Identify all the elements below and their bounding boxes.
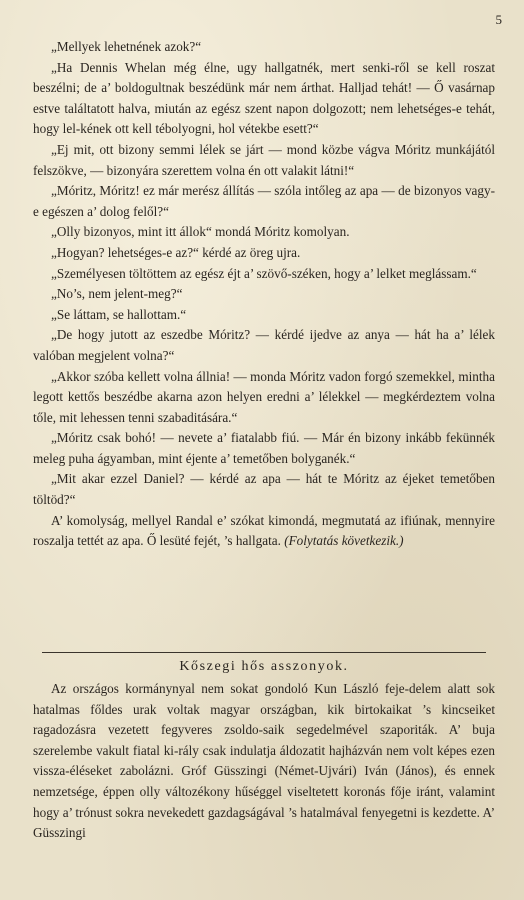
- paragraph: „Mellyek lehetnének azok?“: [51, 39, 202, 54]
- paragraph: „Mit akar ezzel Daniel? — kérdé az apa — hát te Móritz az éjeket temetőben töltöd?“: [33, 471, 495, 508]
- paragraph: „Hogyan? lehetséges-e az?“ kérdé az öreg ujra.: [51, 244, 301, 260]
- paragraph: „De hogy jutott az eszedbe Móritz? — kérdé ijedve az anya — hát ha a’ lélek valóban megjelent volna?“: [33, 327, 495, 363]
- paragraph: „No’s, nem jelent-meg?“: [51, 286, 183, 302]
- to-be-continued-note: (Folytatás következik.): [284, 533, 404, 549]
- paragraph: „Akkor szóba kellett volna állnia! — monda Móritz vadon forgó szemekkel, mintha legott kettős beszédbe akarna azon helyen eredni a’ lélekkel — megkérdeztem volna tőle, mit lehessen tenni szabaditására.“: [33, 368, 495, 425]
- section-divider: [42, 652, 486, 653]
- paragraph: „Ej mit, ott bizony semmi lélek se járt — mond közbe vágva Móritz munkájától felszökve, — bizonyára szerettem volna én ott valakit látni!“: [33, 141, 495, 178]
- article-text: [33, 679, 495, 844]
- story-text: [33, 37, 495, 552]
- paragraph: Az országos kormánynyal nem sokat gondoló Kun László feje-delem alatt sok hatalmas főldes urak voltak magyar országban, kik birtokaikat ’s kincseiket ragadozásra vezetett fegyveres zsoldo-saik segedelmével szaporiták. A’ buja szerelembe vakult fiatal ki-rály csak indulatja áldozatit hajházván nem volt képes ezen vissza-éléseket zabolázni. Gróf Güsszingi (Német-Ujvári) Iván (János), és ennek nemzetsége, éppen olly változékony hűséggel viseltetett koronás fője iránt, valamint hogy a’ trónust sokra nevekedett gazdagságával ’s hatalmával fenyegetni is kezdette. A’ Güsszingi: [33, 681, 495, 841]
- paragraph: „Móritz, Móritz! ez már merész állítás — szóla intőleg az apa — de bizonyos vagy-e egészen a’ dolog felől?“: [33, 183, 495, 219]
- paragraph: „Személyesen töltöttem az egész éjt a’ szövő-széken, hogy a’ lelket meglássam.“: [51, 265, 477, 281]
- paragraph: „Se láttam, se hallottam.“: [51, 306, 187, 322]
- section-header: [33, 652, 495, 675]
- paragraph: [33, 511, 495, 552]
- section-title: Kőszegi hős asszonyok.: [179, 659, 349, 674]
- paragraph: „Móritz csak bohó! — nevete a’ fiatalabb fiú. — Már én bizony inkább fekünnék meleg puha ágyamban, mint éjente a’ temetőben bolyganék.“: [33, 430, 495, 466]
- paragraph: „Olly bizonyos, mint itt állok“ mondá Móritz komolyan.: [51, 224, 350, 240]
- paragraph-text: A’ komolyság, mellyel Randal e’ szókat kimondá, megmutatá az ifiúnak, mennyire roszalja tettét az apa. Ő lesüté fejét, ’s hallgata.: [33, 512, 495, 549]
- page-number: 5: [495, 12, 502, 27]
- paragraph: „Ha Dennis Whelan még élne, ugy hallgatnék, mert senki-ről se kell roszat beszélni; de a’ boldogultnak beszédünk már nem árthat. Halljad tehát! — Ő vasárnap estve találtatott halva, miután az egész szent napon dolgozott; nem lehetséges-e tehát, hogy lel-kének ott kell tébolyogni, hol vétekbe esett?“: [33, 59, 495, 137]
